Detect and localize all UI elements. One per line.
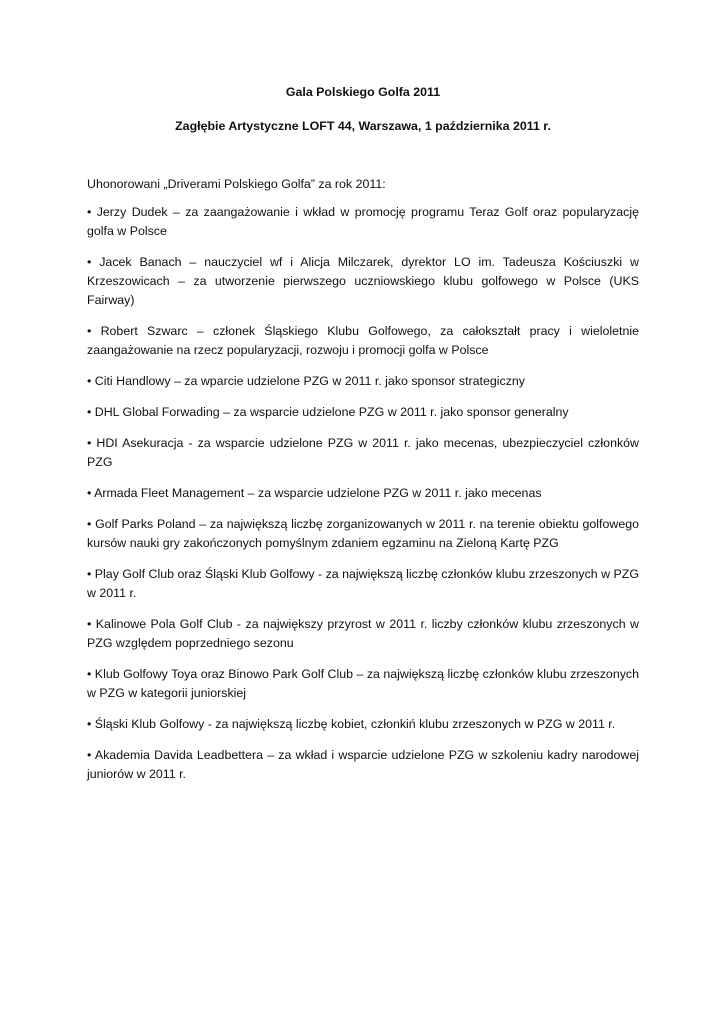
document-title: Gala Polskiego Golfa 2011 [285, 85, 441, 99]
list-item: • Śląski Klub Golfowy - za największą liczbę kobiet, członkiń klubu zrzeszonych w PZG w 2011 r. [87, 717, 616, 731]
awards-list [87, 203, 639, 784]
list-item: • DHL Global Forwading – za wsparcie udzielone PZG w 2011 r. jako sponsor generalny [87, 405, 569, 419]
list-item: • Armada Fleet Management – za wsparcie udzielone PZG w 2011 r. jako mecenas [87, 486, 542, 500]
list-item: • Play Golf Club oraz Śląski Klub Golfowy - za największą liczbę członków klubu zrzeszonych w PZG w 2011 r. [87, 567, 639, 600]
document-page [87, 84, 639, 796]
list-item: • Citi Handlowy – za wparcie udzielone PZG w 2011 r. jako sponsor strategiczny [87, 374, 525, 388]
list-item: • Golf Parks Poland – za największą liczbę zorganizowanych w 2011 r. na terenie obiektu golfowego kursów nauki gry zakończonych pomyślnym zdaniem egzaminu na Zieloną Kartę PZG [87, 517, 639, 550]
document-subtitle: Zagłębie Artystyczne LOFT 44, Warszawa, 1 października 2011 r. [175, 119, 551, 133]
list-item: • HDI Asekuracja - za wsparcie udzielone PZG w 2011 r. jako mecenas, ubezpieczyciel członków PZG [87, 436, 639, 469]
list-item: • Kalinowe Pola Golf Club - za największy przyrost w 2011 r. liczby członków klubu zrzeszonych w PZG względem poprzedniego sezonu [87, 617, 639, 650]
list-item: • Jerzy Dudek – za zaangażowanie i wkład w promocję programu Teraz Golf oraz popularyzację golfa w Polsce [87, 205, 639, 238]
list-item: • Jacek Banach – nauczyciel wf i Alicja Milczarek, dyrektor LO im. Tadeusza Kościuszki w Krzeszowicach – za utworzenie pierwszego uczniowskiego klubu golfowego w Polsce (UKS Fairway) [87, 255, 639, 307]
list-item: • Klub Golfowy Toya oraz Binowo Park Golf Club – za największą liczbę członków klubu zrzeszonych w PZG w kategorii juniorskiej [87, 667, 639, 700]
list-item: • Robert Szwarc – członek Śląskiego Klubu Golfowego, za całokształt pracy i wieloletnie zaangażowanie na rzecz popularyzacji, rozwoju i promocji golfa w Polsce [87, 324, 639, 357]
intro-text: Uhonorowani „Driverami Polskiego Golfa” za rok 2011: [87, 177, 386, 191]
list-item: • Akademia Davida Leadbettera – za wkład i wsparcie udzielone PZG w szkoleniu kadry narodowej juniorów w 2011 r. [87, 748, 639, 781]
